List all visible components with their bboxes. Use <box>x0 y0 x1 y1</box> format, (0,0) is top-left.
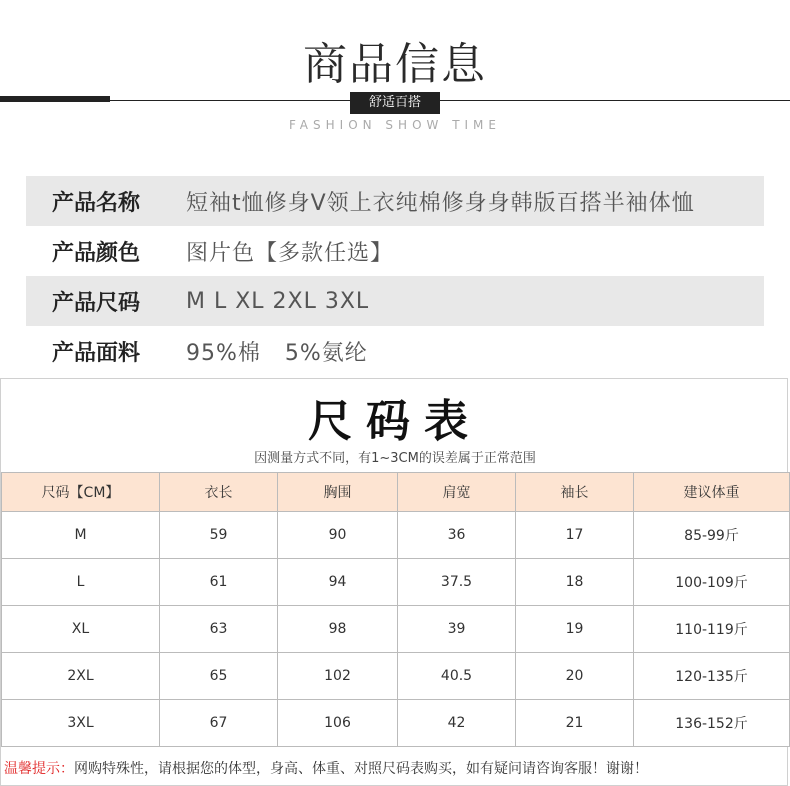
table-cell: 17 <box>516 512 634 559</box>
table-cell: 36 <box>398 512 516 559</box>
table-cell: 40.5 <box>398 653 516 700</box>
table-row <box>2 606 790 653</box>
size-chart-section <box>0 378 788 786</box>
table-header-cell: 尺码【CM】 <box>2 473 160 512</box>
table-header-cell: 建议体重 <box>634 473 790 512</box>
header-pill: 舒适百搭 <box>350 92 440 114</box>
size-chart-note: 因测量方式不同，有1~3CM的误差属于正常范围 <box>254 451 536 466</box>
product-info-header <box>0 0 790 160</box>
table-cell: 21 <box>516 700 634 747</box>
table-cell: 102 <box>278 653 398 700</box>
table-cell: 136-152斤 <box>634 700 790 747</box>
info-value: 图片色【多款任选】 <box>186 240 394 266</box>
table-cell: 94 <box>278 559 398 606</box>
table-cell: XL <box>2 606 160 653</box>
table-cell: 3XL <box>2 700 160 747</box>
table-cell: L <box>2 559 160 606</box>
table-row <box>2 700 790 747</box>
table-header-cell: 肩宽 <box>398 473 516 512</box>
size-chart-title: 尺码表 <box>308 396 482 447</box>
table-header-cell: 衣长 <box>160 473 278 512</box>
header-bar-thin <box>100 100 790 101</box>
info-row-color <box>26 226 764 276</box>
tip-text: 网购特殊性，请根据您的体型，身高、体重、对照尺码表购买，如有疑问请咨询客服！谢谢！ <box>74 761 648 777</box>
product-info-list <box>26 176 764 376</box>
table-cell: 2XL <box>2 653 160 700</box>
size-table <box>1 472 790 747</box>
table-row <box>2 559 790 606</box>
header-bar-thick <box>0 96 110 102</box>
info-value: 短袖t恤修身V领上衣纯棉修身身韩版百搭半袖体恤 <box>186 190 695 216</box>
table-header-row <box>2 473 790 512</box>
table-cell: 120-135斤 <box>634 653 790 700</box>
table-cell: 67 <box>160 700 278 747</box>
info-label: 产品面料 <box>52 340 141 366</box>
table-row <box>2 653 790 700</box>
info-row-fabric <box>26 326 764 376</box>
header-subtitle: FASHION SHOW TIME <box>289 118 501 132</box>
table-cell: 90 <box>278 512 398 559</box>
table-cell: 18 <box>516 559 634 606</box>
table-header-cell: 袖长 <box>516 473 634 512</box>
table-cell: 98 <box>278 606 398 653</box>
page-title: 商品信息 <box>303 39 487 90</box>
table-row <box>2 512 790 559</box>
info-label: 产品尺码 <box>52 290 141 316</box>
table-cell: 100-109斤 <box>634 559 790 606</box>
table-cell: 37.5 <box>398 559 516 606</box>
tip-label: 温馨提示： <box>4 761 74 777</box>
info-row-name <box>26 176 764 226</box>
table-cell: 85-99斤 <box>634 512 790 559</box>
table-cell: M <box>2 512 160 559</box>
table-header-cell: 胸围 <box>278 473 398 512</box>
info-row-size <box>26 276 764 326</box>
table-cell: 61 <box>160 559 278 606</box>
info-label: 产品颜色 <box>52 240 141 266</box>
table-cell: 65 <box>160 653 278 700</box>
table-cell: 19 <box>516 606 634 653</box>
info-value: M L XL 2XL 3XL <box>186 288 370 314</box>
table-cell: 42 <box>398 700 516 747</box>
info-label: 产品名称 <box>52 190 141 216</box>
table-cell: 20 <box>516 653 634 700</box>
table-cell: 39 <box>398 606 516 653</box>
info-value: 95%棉 5%氨纶 <box>186 340 368 366</box>
table-cell: 63 <box>160 606 278 653</box>
table-cell: 106 <box>278 700 398 747</box>
table-cell: 59 <box>160 512 278 559</box>
table-cell: 110-119斤 <box>634 606 790 653</box>
warm-tip <box>4 758 648 778</box>
